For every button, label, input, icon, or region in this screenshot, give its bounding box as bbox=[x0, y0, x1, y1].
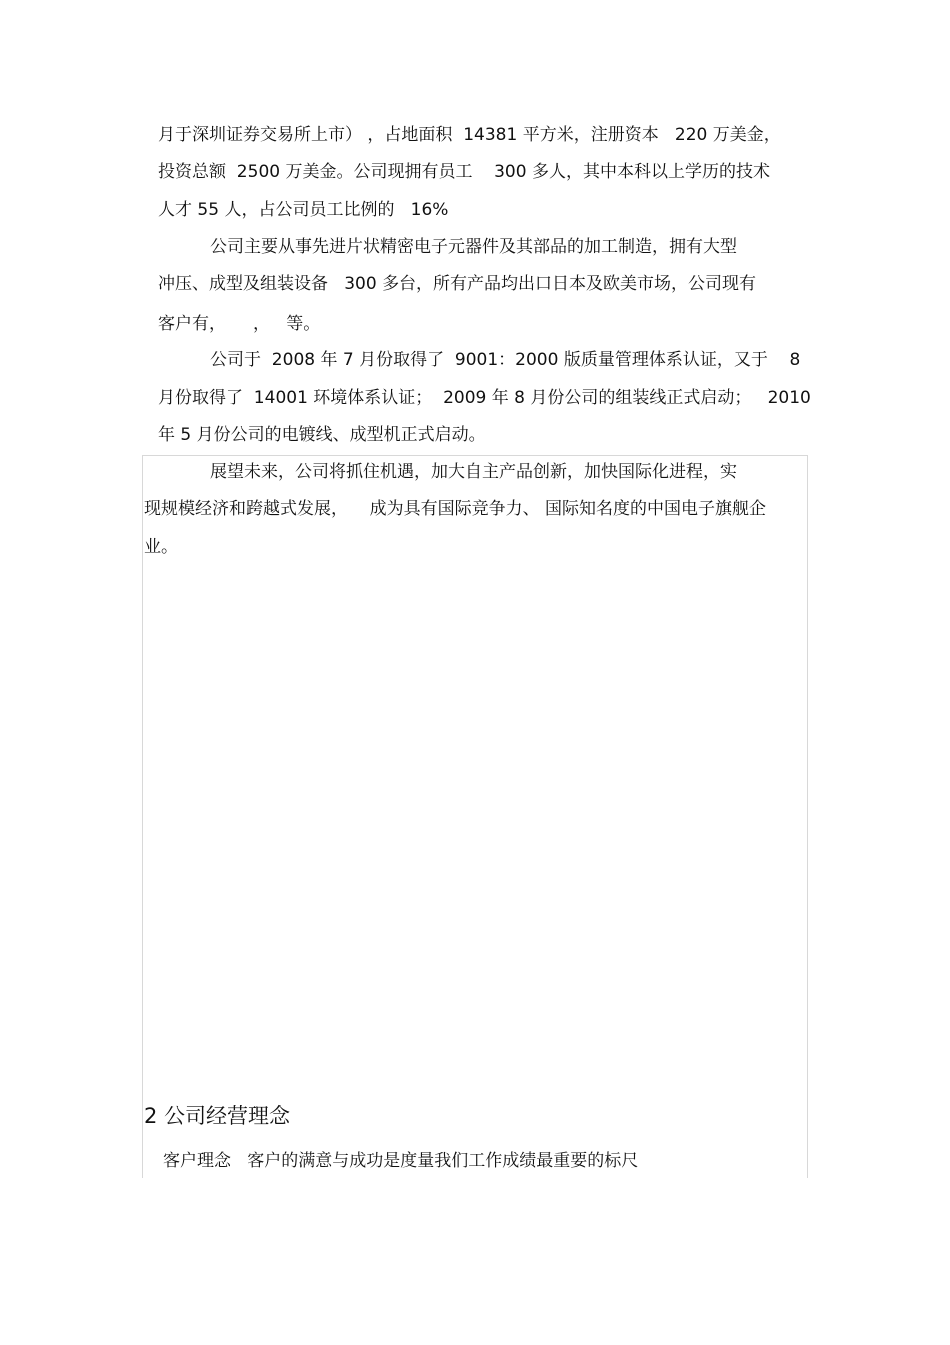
certification-line-2: 月份取得了 14001 环境体系认证； 2009 年 8 月份公司的组装线正式启动； 2010 bbox=[158, 388, 811, 408]
intro-line-3: 人才 55 人，占公司员工比例的 16% bbox=[158, 200, 449, 220]
intro-line-2: 投资总额 2500 万美金。公司现拥有员工 300 多人，其中本科以上学历的技术 bbox=[158, 162, 770, 182]
intro-line-1: 月于深圳证券交易所上市） ，占地面积 14381 平方米，注册资本 220 万美金， bbox=[158, 125, 781, 145]
certification-line-3: 年 5 月份公司的电镀线、成型机正式启动。 bbox=[158, 425, 486, 445]
section-heading: 2 公司经营理念 bbox=[144, 1104, 291, 1128]
certification-line-1: 公司于 2008 年 7 月份取得了 9001：2000 版质量管理体系认证，又于 8 bbox=[210, 350, 801, 370]
business-line-2: 冲压、成型及组装设备 300 多台，所有产品均出口日本及欧美市场，公司现有 bbox=[158, 274, 757, 294]
outlook-line-3: 业。 bbox=[144, 537, 178, 557]
business-line-1: 公司主要从事先进片状精密电子元器件及其部品的加工制造，拥有大型 bbox=[210, 237, 737, 257]
outlook-line-2: 现规模经济和跨越式发展， 成为具有国际竞争力、 国际知名度的中国电子旗舰企 bbox=[144, 499, 767, 519]
business-line-3: 客户有， ， 等。 bbox=[158, 314, 321, 334]
content-frame bbox=[142, 455, 808, 1178]
outlook-line-1: 展望未来，公司将抓住机遇，加大自主产品创新，加快国际化进程，实 bbox=[210, 462, 737, 482]
customer-concept-line: 客户理念 客户的满意与成功是度量我们工作成绩最重要的标尺 bbox=[163, 1151, 639, 1171]
